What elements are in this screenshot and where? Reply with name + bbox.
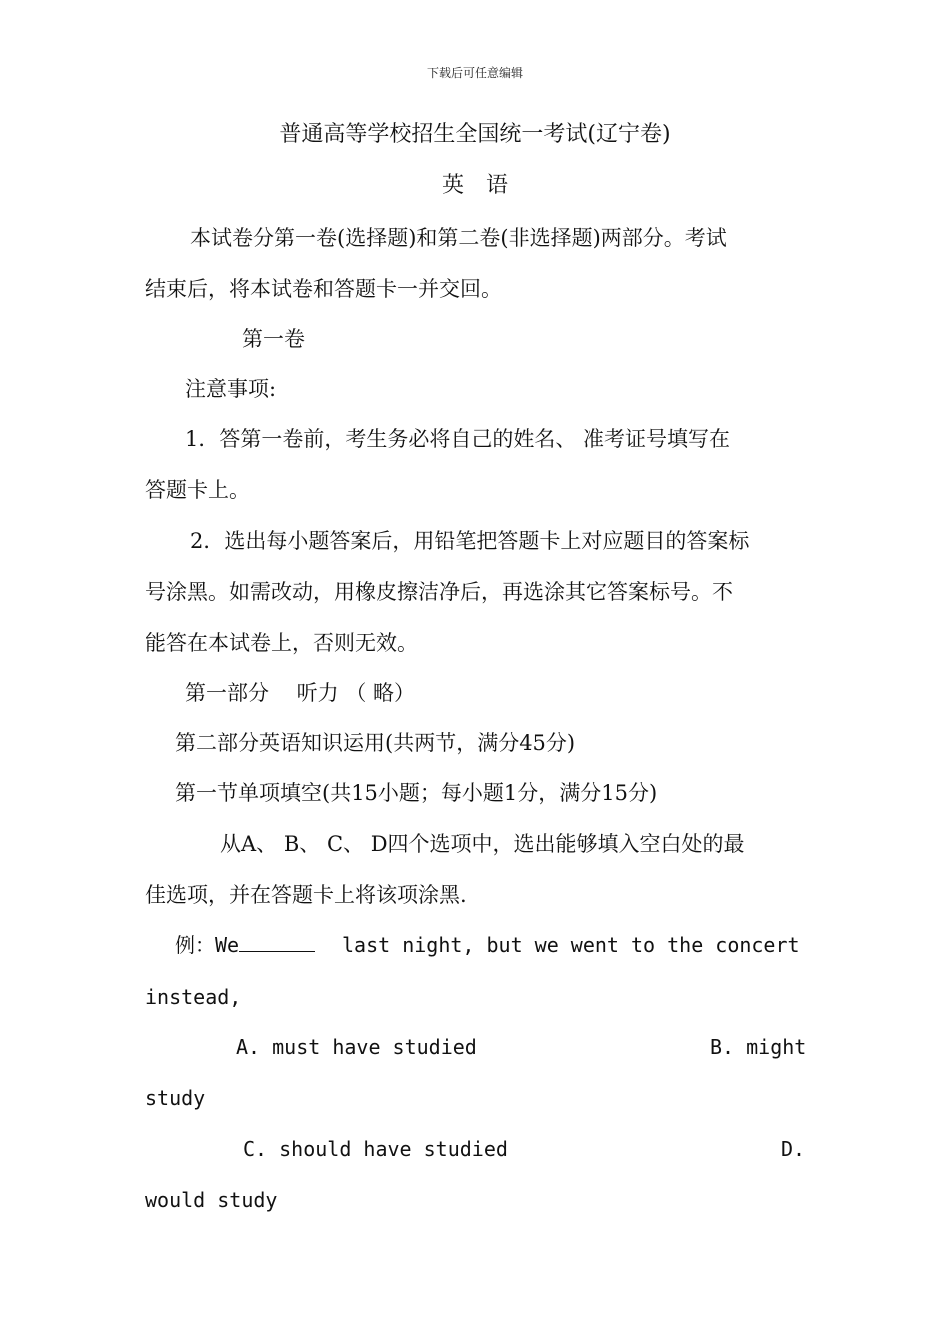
- option-d-continued: would study: [145, 1188, 278, 1212]
- note-2-line-3: 能答在本试卷上，否则无效。: [145, 631, 418, 655]
- note-1-line-2: 答题卡上。: [145, 478, 250, 502]
- option-b: B. might: [710, 1035, 807, 1059]
- answer-blank: [239, 931, 315, 952]
- subject-title: 英 语: [441, 173, 508, 198]
- note-2-line-1: 2．选出每小题答案后，用铅笔把答题卡上对应题目的答案标: [190, 529, 750, 553]
- note-1-line-1: 1．答第一卷前，考生务必将自己的姓名、 准考证号填写在: [185, 427, 731, 451]
- example-sentence-rest: last night, but we went to the concert: [342, 933, 800, 957]
- instruction-line-1: 从A、 B、 C、 D四个选项中，选出能够填入空白处的最: [220, 832, 745, 856]
- option-c: C. should have studied: [243, 1137, 508, 1161]
- example-sentence: [175, 931, 315, 959]
- example-line-2: instead,: [145, 985, 242, 1009]
- volume-heading: 第一卷: [242, 327, 305, 351]
- exam-title: 普通高等学校招生全国统一考试(辽宁卷): [279, 122, 671, 147]
- option-d: D.: [781, 1137, 806, 1161]
- intro-line-2: 结束后，将本试卷和答题卡一并交回。: [145, 277, 502, 301]
- example-label: 例：: [175, 933, 215, 957]
- option-b-continued: study: [145, 1086, 206, 1110]
- section-1-heading: 第一节单项填空(共15小题；每小题1分，满分15分): [175, 781, 658, 805]
- note-2-line-2: 号涂黑。如需改动，用橡皮擦洁净后，再选涂其它答案标号。不: [145, 580, 733, 604]
- option-a: A. must have studied: [236, 1035, 477, 1059]
- instruction-line-2: 佳选项，并在答题卡上将该项涂黑.: [145, 883, 467, 907]
- intro-line-1: 本试卷分第一卷(选择题)和第二卷(非选择题)两部分。考试: [190, 226, 727, 250]
- part-2-heading: 第二部分英语知识运用(共两节，满分45分): [175, 731, 576, 755]
- page-header-note: 下载后可任意编辑: [426, 66, 523, 80]
- example-word-before: We: [215, 933, 240, 957]
- notes-heading: 注意事项:: [185, 377, 277, 401]
- part-1-heading: 第一部分 听力 （ 略）: [185, 681, 416, 705]
